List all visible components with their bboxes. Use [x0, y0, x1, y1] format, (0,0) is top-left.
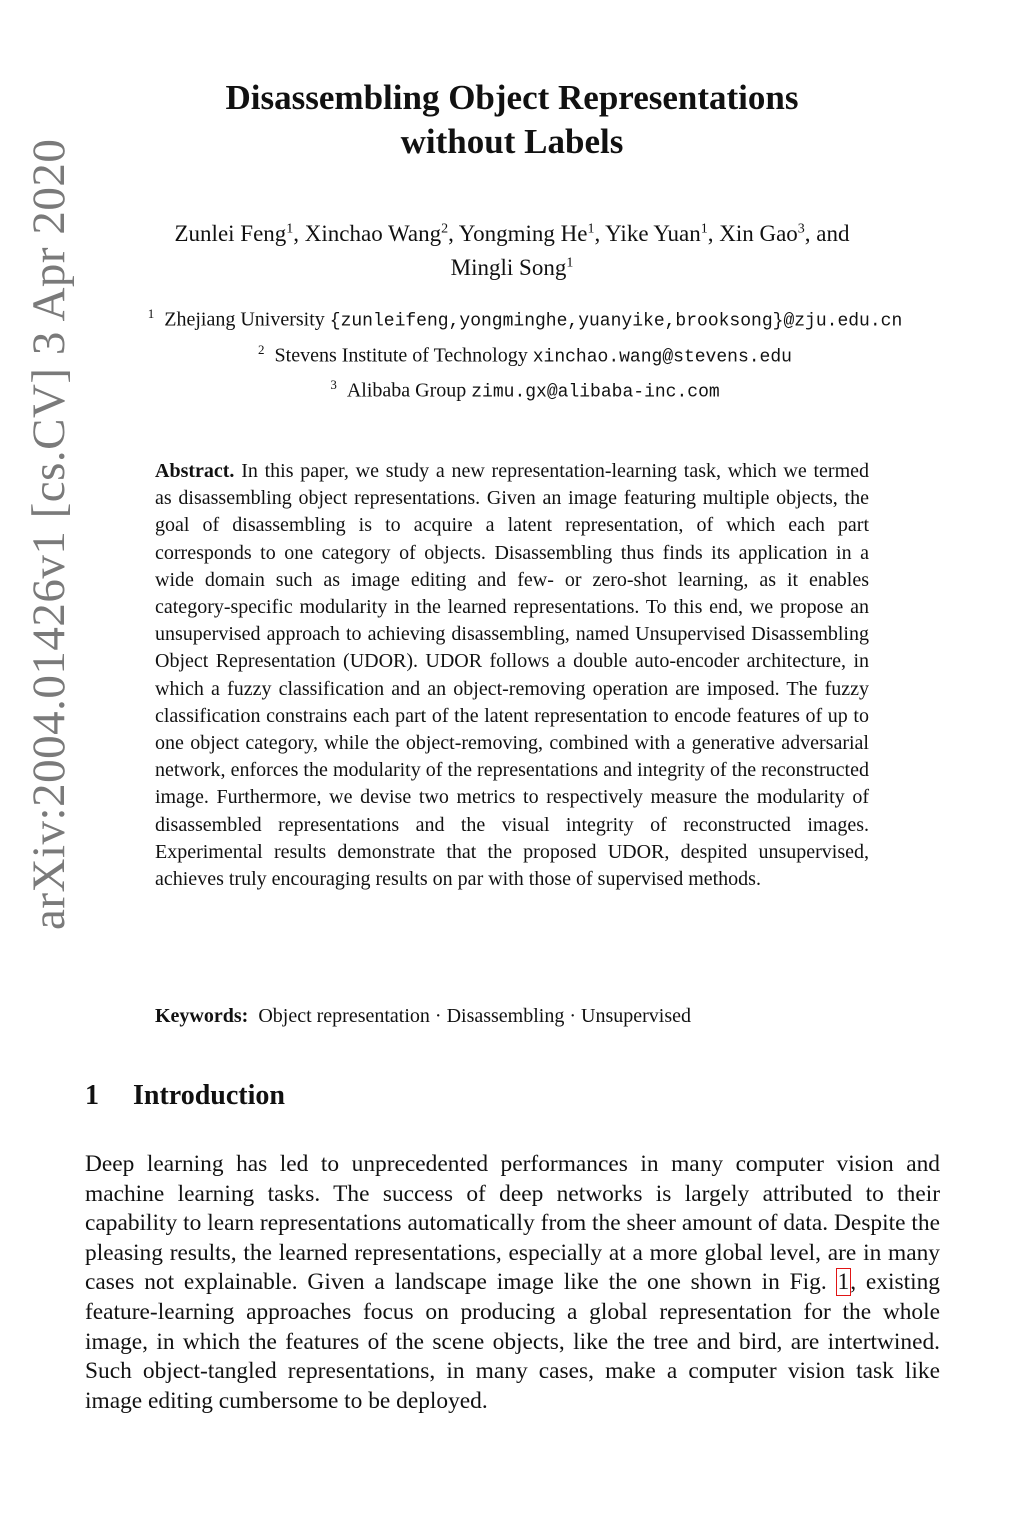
abstract-label: Abstract. [155, 460, 235, 482]
author: Xinchao Wang$^2$, [304, 220, 459, 246]
affiliation: $^1$ Zhejiang University {zunleifeng,yongminghe,yuanyike,brooksong}@zju.edu.cn [147, 306, 903, 332]
author: Yike Yuan$^1$, [605, 220, 720, 246]
section-number: 1 [85, 1080, 99, 1111]
intro-paragraph: Deep learning has led to unprecedented performances in many computer vision and machine learning tasks. The success of deep networks is largely attributed to their capability to learn representations automatically from the sheer amount of data. Despite the pleasing results, the learned representations, especially at a more global level, are in many cases not explainable. Given a landscape image like the one shown in Fig. 1, existing feature-learning approaches focus on producing a global representation for the whole image, in which the features of the scene objects, like the tree and bird, are intertwined. Such object-tangled representations, in many cases, make a computer vision task like image editing cumbersome to be deployed. [85, 1151, 940, 1414]
email-link[interactable]: zimu.gx@alibaba-inc.com [471, 382, 720, 403]
title-line-2: without Labels [400, 122, 624, 161]
author: Mingli Song$^1$ [450, 255, 574, 281]
section-title: Introduction [133, 1080, 285, 1111]
email-link[interactable]: {zunleifeng,yongminghe,yuanyike,brooksong}@zju.edu.cn [329, 311, 903, 332]
keywords-label: Keywords: [155, 1005, 249, 1027]
author: Xin Gao$^3$, and [719, 220, 850, 246]
affiliations [60, 300, 990, 407]
title-line-1: Disassembling Object Representations [225, 78, 799, 117]
paper-title [120, 76, 904, 164]
abstract-text: In this paper, we study a new representation-learning task, which we termed as disassembling object representations. Given an image featuring multiple objects, the goal of disassembling is to acquire a latent representation, of which each part corresponds to one category of objects. Disassembling thus finds its application in a wide domain such as image editing and few- or zero-shot learning, as it enables category-specific modularity in the learned representations. To this end, we propose an unsupervised approach to achieving disassembling, named Unsupervised Disassembling Object Representation (UDOR). UDOR follows a double auto-encoder architecture, in which a fuzzy classification and an object-removing operation are imposed. The fuzzy classification constrains each part of the latent representation to encode features of up to one object category, while the object-removing, combined with a generative adversarial network, enforces the modularity of the representations and integrity of the reconstructed image. Furthermore, we devise two metrics to respectively measure the modularity of disassembled representations and the visual integrity of reconstructed images. Experimental results demonstrate that the proposed UDOR, despited unsupervised, achieves truly encouraging results on par with those of supervised methods. [155, 460, 870, 891]
email-link[interactable]: xinchao.wang@stevens.edu [532, 347, 792, 368]
author: Yongming He$^1$, [458, 220, 606, 246]
abstract [155, 458, 869, 893]
keywords-text: Object representation · Disassembling · Unsupervised [258, 1005, 691, 1027]
author: Zunlei Feng$^1$, [174, 220, 305, 246]
keywords [155, 1002, 869, 1030]
section-heading [85, 1080, 285, 1112]
arxiv-identifier[interactable]: arXiv:2004.01426v1 [cs.CV] 3 Apr 2020 [23, 138, 75, 930]
figure-reference-link[interactable]: 1 [837, 1269, 850, 1296]
affiliation: $^2$ Stevens Institute of Technology xinchao.wang@stevens.edu [258, 341, 792, 368]
affiliation: $^3$ Alibaba Group zimu.gx@alibaba-inc.com [330, 377, 720, 403]
author-list [100, 214, 924, 283]
